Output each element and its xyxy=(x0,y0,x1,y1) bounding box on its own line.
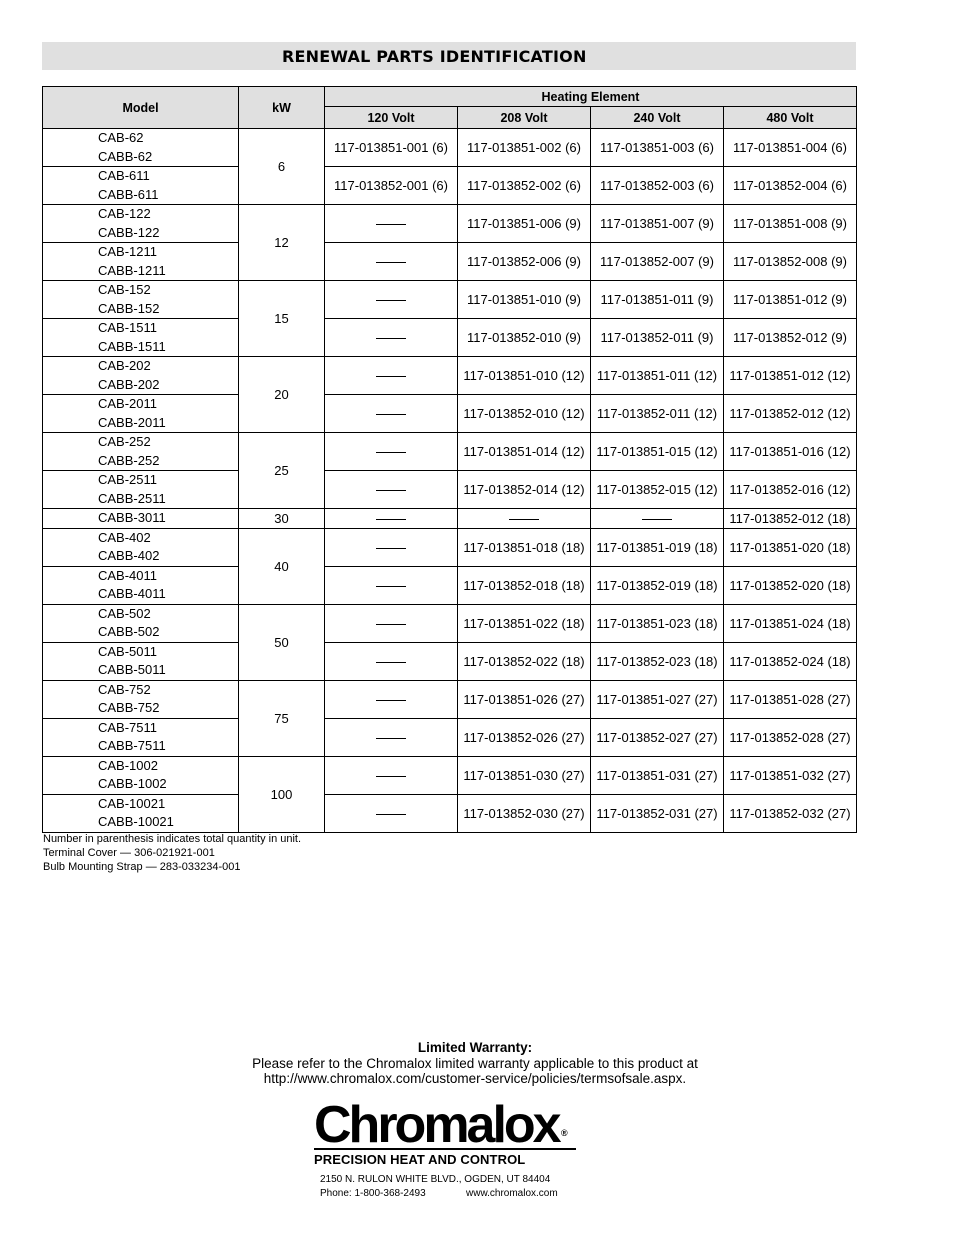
kw-cell: 75 xyxy=(239,680,325,756)
logo-wordmark-text: Chromalox xyxy=(314,1096,559,1154)
part-number-cell: 117-013851-023 (18) xyxy=(591,604,724,642)
part-number-cell: 117-013852-032 (27) xyxy=(724,794,857,832)
dash-mark xyxy=(376,376,406,377)
model-number: CABB-202 xyxy=(98,376,160,392)
part-number-cell: 117-013851-010 (9) xyxy=(458,281,591,319)
model-number: CAB-402 xyxy=(98,529,151,545)
model-number: CAB-2011 xyxy=(98,396,158,411)
part-number-cell: 117-013851-001 (6) xyxy=(325,129,458,167)
part-number-cell: 117-013852-018 (18) xyxy=(458,566,591,604)
model-cell xyxy=(43,471,239,509)
model-number: CAB-7511 xyxy=(98,719,158,735)
model-number: CABB-1002 xyxy=(98,776,167,791)
model-cell xyxy=(43,794,239,832)
part-number-cell: 117-013851-011 (12) xyxy=(591,357,724,395)
part-number-cell: 117-013852-027 (27) xyxy=(591,718,724,756)
part-number-cell: 117-013851-018 (18) xyxy=(458,528,591,566)
model-number: CABB-10021 xyxy=(98,814,174,829)
part-number-cell: 117-013852-004 (6) xyxy=(724,167,857,205)
not-available-cell xyxy=(591,509,724,529)
table-row xyxy=(43,395,857,433)
part-number-cell: 117-013852-001 (6) xyxy=(325,167,458,205)
part-number-cell: 117-013851-012 (9) xyxy=(724,281,857,319)
part-number-cell: 117-013851-028 (27) xyxy=(724,680,857,718)
warranty-link[interactable]: http://www.chromalox.com/customer-service/policies/termsofsale.aspx. xyxy=(263,1071,687,1086)
part-number-cell: 117-013852-022 (18) xyxy=(458,642,591,680)
street-address: 2150 N. RULON WHITE BLVD., OGDEN, UT 84404 xyxy=(320,1174,551,1185)
dash-mark xyxy=(376,738,406,739)
dash-mark xyxy=(376,624,406,625)
header-volt: 120 Volt xyxy=(325,107,458,129)
not-available-cell xyxy=(325,794,458,832)
part-number-cell: 117-013852-014 (12) xyxy=(458,471,591,509)
part-number-cell: 117-013851-004 (6) xyxy=(724,129,857,167)
table-row xyxy=(43,167,857,205)
model-number: CAB-5011 xyxy=(98,643,158,659)
model-number: CABB-402 xyxy=(98,548,160,563)
not-available-cell xyxy=(325,243,458,281)
kw-cell: 40 xyxy=(239,528,325,604)
not-available-cell xyxy=(325,357,458,395)
not-available-cell xyxy=(325,604,458,642)
part-number-cell: 117-013851-010 (12) xyxy=(458,357,591,395)
part-number-cell: 117-013852-011 (12) xyxy=(591,395,724,433)
part-number-cell: 117-013852-002 (6) xyxy=(458,167,591,205)
part-number-cell: 117-013852-003 (6) xyxy=(591,167,724,205)
table-row xyxy=(43,566,857,604)
note-line: Terminal Cover — 306-021921-001 xyxy=(43,847,215,859)
part-number-cell: 117-013852-016 (12) xyxy=(724,471,857,509)
logo-tagline: PRECISION HEAT AND CONTROL xyxy=(314,1152,526,1167)
kw-cell: 30 xyxy=(239,509,325,529)
table-row xyxy=(43,433,857,471)
model-number: CAB-1002 xyxy=(98,757,158,773)
table-row xyxy=(43,680,857,718)
part-number-cell: 117-013851-020 (18) xyxy=(724,528,857,566)
model-number: CABB-1211 xyxy=(98,262,166,278)
table-row xyxy=(43,604,857,642)
parts-table-body xyxy=(43,129,857,833)
part-number-cell: 117-013851-006 (9) xyxy=(458,205,591,243)
not-available-cell xyxy=(325,756,458,794)
dash-mark xyxy=(376,814,406,815)
model-number: CABB-152 xyxy=(98,300,160,316)
header-volt: 240 Volt xyxy=(591,107,724,129)
model-number: CABB-62 xyxy=(98,148,153,164)
header-heating-element: Heating Element xyxy=(325,87,857,107)
not-available-cell xyxy=(325,281,458,319)
model-cell xyxy=(43,319,239,357)
not-available-cell xyxy=(458,509,591,529)
dash-mark xyxy=(376,776,406,777)
part-number-cell: 117-013852-015 (12) xyxy=(591,471,724,509)
model-cell xyxy=(43,395,239,433)
part-number-cell: 117-013852-031 (27) xyxy=(591,794,724,832)
part-number-cell: 117-013852-012 (12) xyxy=(724,395,857,433)
dash-mark xyxy=(376,548,406,549)
part-number-cell: 117-013851-015 (12) xyxy=(591,433,724,471)
model-number: CAB-502 xyxy=(98,605,151,621)
part-number-cell: 117-013852-010 (9) xyxy=(458,319,591,357)
page-title: RENEWAL PARTS IDENTIFICATION xyxy=(282,47,587,66)
dash-mark xyxy=(376,300,406,301)
model-cell xyxy=(43,528,239,566)
table-row xyxy=(43,357,857,395)
model-number: CAB-252 xyxy=(98,434,151,449)
part-number-cell: 117-013852-007 (9) xyxy=(591,243,724,281)
warranty-text: Please refer to the Chromalox limited warranty applicable to this product at xyxy=(252,1055,698,1071)
model-cell xyxy=(43,756,239,794)
part-number-cell: 117-013852-010 (12) xyxy=(458,395,591,433)
logo-wordmark xyxy=(314,1096,568,1154)
table-row xyxy=(43,756,857,794)
not-available-cell xyxy=(325,319,458,357)
dash-mark xyxy=(376,414,406,415)
model-cell xyxy=(43,281,239,319)
model-number: CABB-7511 xyxy=(98,738,166,753)
part-number-cell: 117-013851-011 (9) xyxy=(591,281,724,319)
model-number: CABB-1511 xyxy=(98,338,166,354)
header-kw: kW xyxy=(239,87,325,129)
model-cell xyxy=(43,433,239,471)
table-row xyxy=(43,509,857,529)
not-available-cell xyxy=(325,205,458,243)
renewal-parts-table xyxy=(42,86,857,833)
header-model: Model xyxy=(43,87,239,129)
model-cell xyxy=(43,566,239,604)
dash-mark xyxy=(376,224,406,225)
model-cell xyxy=(43,680,239,718)
part-number-cell: 117-013851-003 (6) xyxy=(591,129,724,167)
model-cell xyxy=(43,509,239,529)
not-available-cell xyxy=(325,642,458,680)
table-row xyxy=(43,205,857,243)
kw-cell: 15 xyxy=(239,281,325,357)
dash-mark xyxy=(376,452,406,453)
model-number: CABB-4011 xyxy=(98,586,166,601)
part-number-cell: 117-013851-026 (27) xyxy=(458,680,591,718)
table-row xyxy=(43,129,857,167)
part-number-cell: 117-013852-028 (27) xyxy=(724,718,857,756)
model-number: CAB-752 xyxy=(98,681,151,697)
registered-mark: ® xyxy=(560,1128,568,1138)
kw-cell: 6 xyxy=(239,129,325,205)
warranty-title: Limited Warranty: xyxy=(417,1040,533,1055)
part-number-cell: 117-013851-014 (12) xyxy=(458,433,591,471)
part-number-cell: 117-013852-019 (18) xyxy=(591,566,724,604)
table-row xyxy=(43,281,857,319)
table-row xyxy=(43,319,857,357)
model-cell xyxy=(43,604,239,642)
kw-cell: 20 xyxy=(239,357,325,433)
part-number-cell: 117-013851-030 (27) xyxy=(458,756,591,794)
not-available-cell xyxy=(325,433,458,471)
note-line: Bulb Mounting Strap — 283-033234-001 xyxy=(43,861,241,873)
part-number-cell: 117-013851-002 (6) xyxy=(458,129,591,167)
dash-mark xyxy=(376,262,406,263)
phone-number: Phone: 1-800-368-2493 xyxy=(320,1188,426,1199)
not-available-cell xyxy=(325,471,458,509)
part-number-cell: 117-013851-031 (27) xyxy=(591,756,724,794)
model-number: CABB-122 xyxy=(98,224,160,240)
not-available-cell xyxy=(325,395,458,433)
model-number: CABB-5011 xyxy=(98,662,166,677)
model-number: CABB-3011 xyxy=(98,510,166,525)
part-number-cell: 117-013852-012 (9) xyxy=(724,319,857,357)
kw-cell: 12 xyxy=(239,205,325,281)
part-number-cell: 117-013852-030 (27) xyxy=(458,794,591,832)
model-number: CAB-1211 xyxy=(98,244,158,259)
model-number: CAB-202 xyxy=(98,358,151,373)
table-row xyxy=(43,528,857,566)
website-link[interactable]: www.chromalox.com xyxy=(466,1188,558,1199)
table-row xyxy=(43,642,857,680)
model-cell xyxy=(43,243,239,281)
part-number-cell: 117-013852-011 (9) xyxy=(591,319,724,357)
kw-cell: 100 xyxy=(239,756,325,832)
part-number-cell: 117-013851-024 (18) xyxy=(724,604,857,642)
model-cell xyxy=(43,642,239,680)
table-row xyxy=(43,243,857,281)
not-available-cell xyxy=(325,509,458,529)
part-number-cell: 117-013852-024 (18) xyxy=(724,642,857,680)
kw-cell: 25 xyxy=(239,433,325,509)
dash-mark xyxy=(642,519,672,520)
not-available-cell xyxy=(325,718,458,756)
model-number: CAB-62 xyxy=(98,130,144,145)
warranty-section xyxy=(150,1040,800,1087)
dash-mark xyxy=(509,519,539,520)
model-number: CAB-1511 xyxy=(98,320,158,335)
model-cell xyxy=(43,205,239,243)
model-cell xyxy=(43,357,239,395)
model-number: CAB-122 xyxy=(98,206,151,221)
chromalox-logo xyxy=(314,1096,584,1167)
dash-mark xyxy=(376,490,406,491)
part-number-cell: 117-013852-023 (18) xyxy=(591,642,724,680)
table-row xyxy=(43,718,857,756)
model-number: CAB-4011 xyxy=(98,567,158,583)
part-number-cell: 117-013851-016 (12) xyxy=(724,433,857,471)
model-number: CAB-10021 xyxy=(98,795,166,811)
model-number: CABB-502 xyxy=(98,624,160,639)
part-number-cell: 117-013852-008 (9) xyxy=(724,243,857,281)
dash-mark xyxy=(376,662,406,663)
part-number-cell: 117-013851-019 (18) xyxy=(591,528,724,566)
model-cell xyxy=(43,718,239,756)
dash-mark xyxy=(376,519,406,520)
dash-mark xyxy=(376,338,406,339)
kw-cell: 50 xyxy=(239,604,325,680)
not-available-cell xyxy=(325,680,458,718)
part-number-cell: 117-013851-022 (18) xyxy=(458,604,591,642)
table-row xyxy=(43,471,857,509)
part-number-cell: 117-013852-006 (9) xyxy=(458,243,591,281)
model-number: CAB-152 xyxy=(98,282,151,297)
notes xyxy=(43,832,301,874)
model-number: CABB-2011 xyxy=(98,414,166,430)
note-line: Number in parenthesis indicates total quantity in unit. xyxy=(43,833,302,845)
header-volt: 208 Volt xyxy=(458,107,591,129)
table-row xyxy=(43,794,857,832)
model-cell xyxy=(43,129,239,167)
dash-mark xyxy=(376,700,406,701)
company-address xyxy=(320,1173,558,1201)
part-number-cell: 117-013851-032 (27) xyxy=(724,756,857,794)
model-number: CAB-2511 xyxy=(98,472,158,487)
model-number: CAB-611 xyxy=(98,168,150,183)
model-number: CABB-611 xyxy=(98,186,159,202)
part-number-cell: 117-013852-012 (18) xyxy=(724,509,857,529)
dash-mark xyxy=(376,586,406,587)
part-number-cell: 117-013852-020 (18) xyxy=(724,566,857,604)
model-cell xyxy=(43,167,239,205)
model-number: CABB-752 xyxy=(98,700,160,715)
part-number-cell: 117-013851-027 (27) xyxy=(591,680,724,718)
model-number: CABB-2511 xyxy=(98,490,166,506)
title-bar xyxy=(42,42,856,70)
part-number-cell: 117-013851-007 (9) xyxy=(591,205,724,243)
part-number-cell: 117-013851-012 (12) xyxy=(724,357,857,395)
not-available-cell xyxy=(325,566,458,604)
part-number-cell: 117-013852-026 (27) xyxy=(458,718,591,756)
part-number-cell: 117-013851-008 (9) xyxy=(724,205,857,243)
model-number: CABB-252 xyxy=(98,452,160,468)
header-volt: 480 Volt xyxy=(724,107,857,129)
not-available-cell xyxy=(325,528,458,566)
